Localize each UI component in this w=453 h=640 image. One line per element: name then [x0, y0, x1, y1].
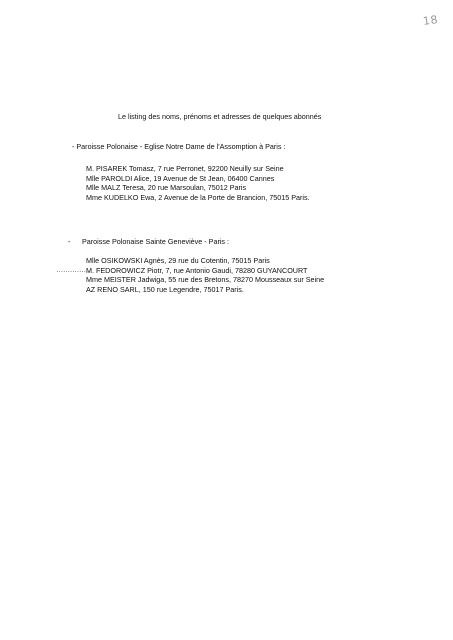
- subscriber-entry: Mme MEISTER Jadwiga, 55 rue des Bretons, 78270 Mousseaux sur Seine: [86, 275, 325, 285]
- section-bullet: -: [68, 237, 71, 246]
- subscriber-entry: M. FEDOROWICZ Piotr, 7, rue Antonio Gaudi, 78280 GUYANCOURT: [86, 265, 308, 275]
- section-heading-text: Paroisse Polonaise Sainte Geneviève - Paris :: [82, 237, 230, 246]
- subscriber-entry: M. PISAREK Tomasz, 7 rue Perronet, 92200 Neuilly sur Seine: [86, 164, 284, 173]
- subscriber-entry: Mlle PAROLDI Alice, 19 Avenue de St Jean, 06400 Cannes: [86, 173, 275, 183]
- subscriber-list-sainte-genevieve: [86, 256, 324, 294]
- subscriber-entry: AZ RENO SARL, 150 rue Legendre, 75017 Paris.: [86, 284, 244, 294]
- subscriber-list-assomption: [86, 164, 310, 202]
- margin-dotted-mark: ……………: [56, 265, 91, 274]
- subscriber-entry: Mlle OSIKOWSKI Agnès, 29 rue du Cotentin, 75015 Paris: [86, 256, 270, 265]
- section-heading-sainte-genevieve: [68, 237, 229, 246]
- subscriber-entry: Mme KUDELKO Ewa, 2 Avenue de la Porte de Brancion, 75015 Paris.: [86, 192, 310, 202]
- subscriber-entry: Mlle MALZ Teresa, 20 rue Marsoulan, 75012 Paris: [86, 183, 247, 193]
- section-heading-paroisse-assomption: - Paroisse Polonaise - Eglise Notre Dame de l'Assomption à Paris :: [72, 142, 286, 151]
- handwritten-page-number: 18: [422, 13, 439, 28]
- document-title: Le listing des noms, prénoms et adresses de quelques abonnés: [118, 112, 322, 121]
